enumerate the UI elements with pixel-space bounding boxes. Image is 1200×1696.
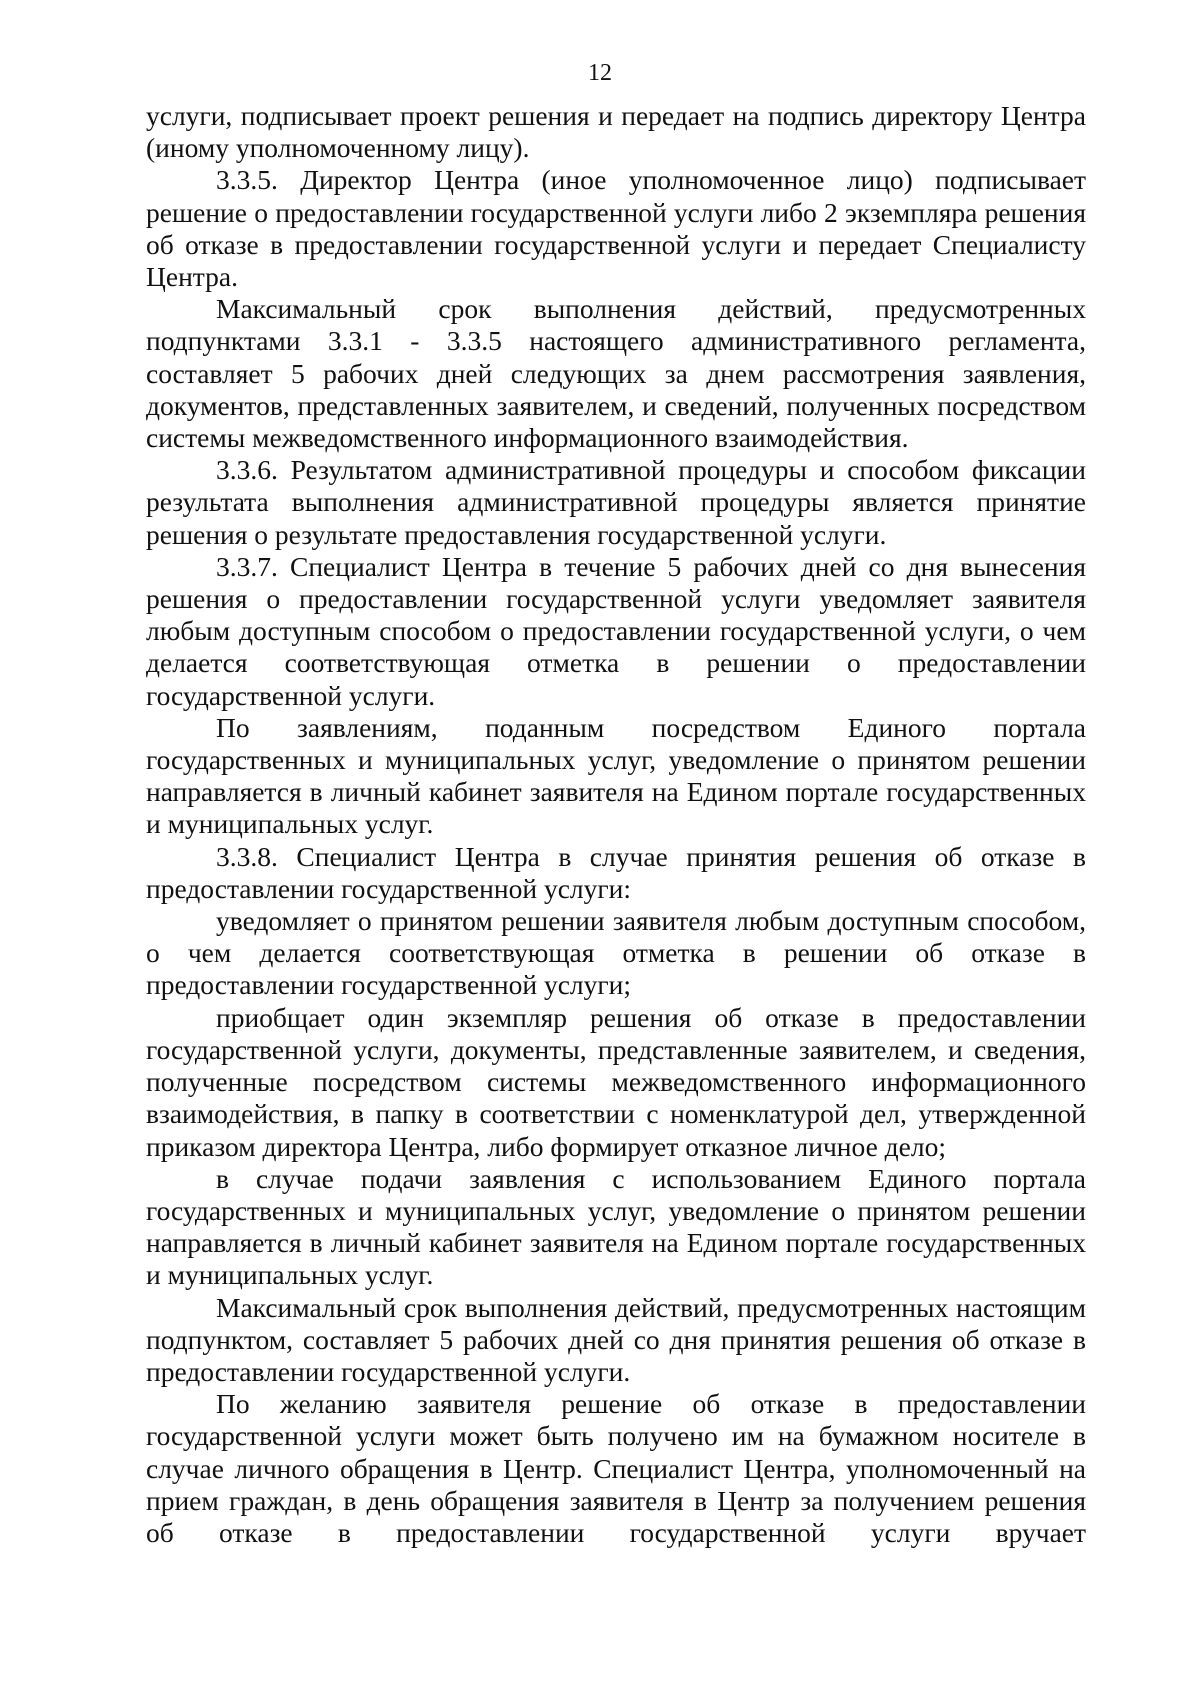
- paragraph-paper-copy: По желанию заявителя решение об отказе в предоставлении государственной услуги может быть получено им на бумажном носителе в случае личного обращения в Центр. Специалист Центра, уполномоченный на прием граждан, в день обращения заявителя в Центр за получением решения об отказе в предоставлении государственной услуги вручает: [146, 1388, 1086, 1548]
- paragraph-portal-notice-1: По заявлениям, поданным посредством Единого портала государственных и муниципальных услуг, уведомление о принятом решении направляется в личный кабинет заявителя на Едином портале государственных и муниципальных услуг.: [146, 711, 1086, 840]
- paragraph-3-3-7: 3.3.7. Специалист Центра в течение 5 рабочих дней со дня вынесения решения о предоставлении государственной услуги уведомляет заявителя любым доступным способом о предоставлении государственной услуги, о чем делается соответствующая отметка в решении о предоставлении государственной услуги.: [146, 550, 1086, 711]
- paragraph-attaches: приобщает один экземпляр решения об отказе в предоставлении государственной услуги, документы, представленные заявителем, и сведения, полученные посредством системы межведомственного информационного взаимодействия, в папку в соответствии с номенклатурой дел, утвержденной приказом директора Центра, либо формирует отказное личное дело;: [146, 1001, 1086, 1162]
- paragraph-continuation: услуги, подписывает проект решения и передает на подпись директору Центра (иному уполномоченному лицу).: [146, 100, 1086, 164]
- document-body: [146, 100, 1086, 1549]
- paragraph-portal-notice-2: в случае подачи заявления с использованием Единого портала государственных и муниципальных услуг, уведомление о принятом решении направляется в личный кабинет заявителя на Едином портале государственных и муниципальных услуг.: [146, 1162, 1086, 1291]
- paragraph-3-3-5: 3.3.5. Директор Центра (иное уполномоченное лицо) подписывает решение о предоставлении государственной услуги либо 2 экземпляра решения об отказе в предоставлении государственной услуги и передает Специалисту Центра.: [146, 164, 1086, 293]
- paragraph-notifies: уведомляет о принятом решении заявителя любым доступным способом, о чем делается соответствующая отметка в решении об отказе в предоставлении государственной услуги;: [146, 905, 1086, 1001]
- page-number: 12: [588, 60, 612, 86]
- paragraph-max-term-2: Максимальный срок выполнения действий, предусмотренных настоящим подпунктом, составляет 5 рабочих дней со дня принятия решения об отказе в предоставлении государственной услуги.: [146, 1291, 1086, 1387]
- paragraph-3-3-6: 3.3.6. Результатом административной процедуры и способом фиксации результата выполнения административной процедуры является принятие решения о результате предоставления государственной услуги.: [146, 454, 1086, 550]
- paragraph-3-3-8: 3.3.8. Специалист Центра в случае принятия решения об отказе в предоставлении государственной услуги:: [146, 840, 1086, 904]
- paragraph-max-term-1: Максимальный срок выполнения действий, предусмотренных подпунктами 3.3.1 - 3.3.5 настоящего административного регламента, составляет 5 рабочих дней следующих за днем рассмотрения заявления, документов, представленных заявителем, и сведений, полученных посредством системы межведомственного информационного взаимодействия.: [146, 293, 1086, 454]
